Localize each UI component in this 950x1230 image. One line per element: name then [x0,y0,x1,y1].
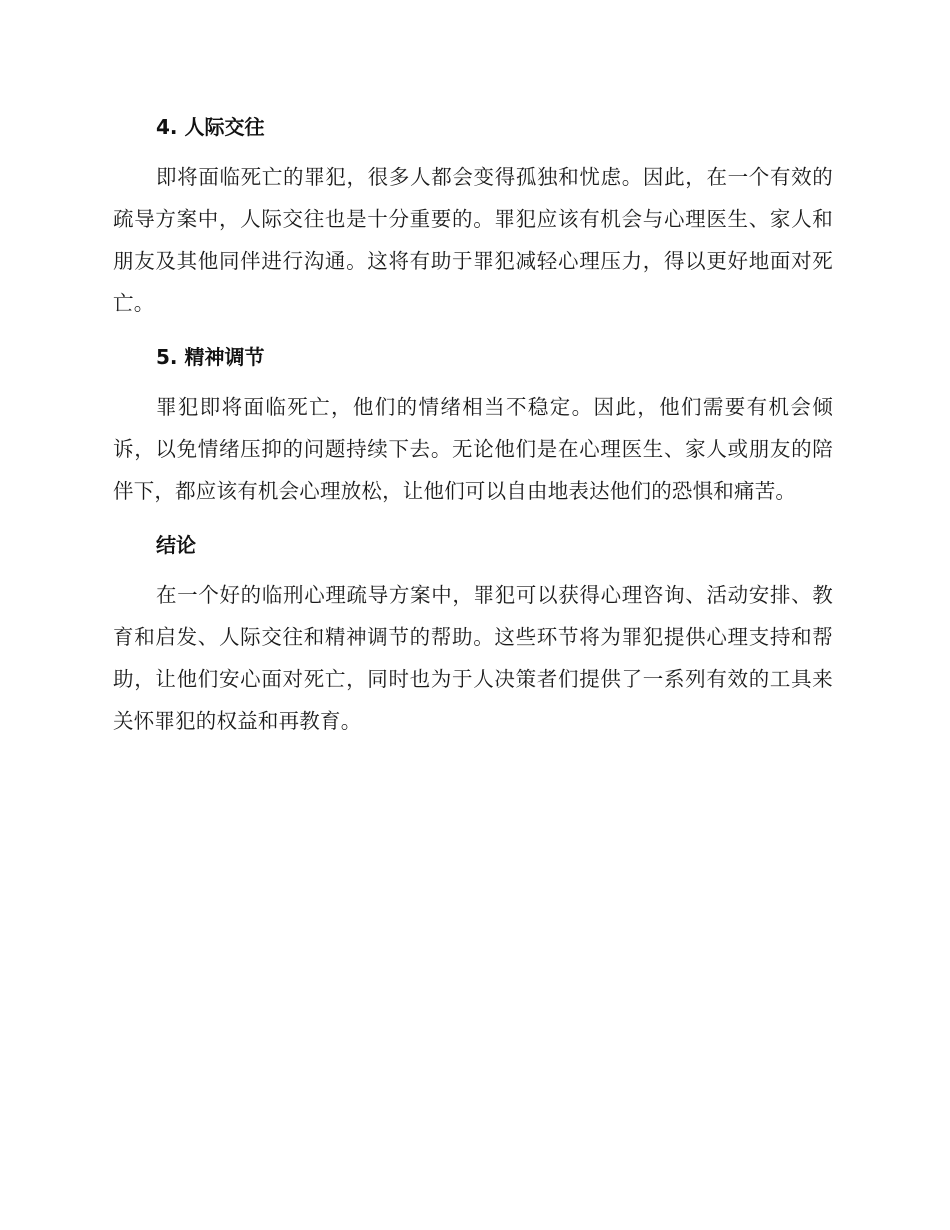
section-paragraph: 罪犯即将面临死亡，他们的情绪相当不稳定。因此，他们需要有机会倾诉，以免情绪压抑的问题持续下去。无论他们是在心理医生、家人或朋友的陪伴下，都应该有机会心理放松，让他们可以自由地表达他们的恐惧和痛苦。 [113,395,833,503]
section-heading: 结论 [156,533,196,557]
section-heading: 5. 精神调节 [156,345,265,369]
section-paragraph: 即将面临死亡的罪犯，很多人都会变得孤独和忧虑。因此，在一个有效的疏导方案中，人际交往也是十分重要的。罪犯应该有机会与心理医生、家人和朋友及其他同伴进行沟通。这将有助于罪犯减轻心理压力，得以更好地面对死亡。 [113,165,833,315]
section-interpersonal [113,110,833,324]
section-heading: 4. 人际交往 [156,115,265,139]
section-paragraph: 在一个好的临刑心理疏导方案中，罪犯可以获得心理咨询、活动安排、教育和启发、人际交往和精神调节的帮助。这些环节将为罪犯提供心理支持和帮助，让他们安心面对死亡，同时也为于人决策者们提供了一系列有效的工具来关怀罪犯的权益和再教育。 [113,583,833,733]
document-body [113,110,833,758]
section-conclusion [113,528,833,742]
section-mental-adjustment [113,340,833,512]
